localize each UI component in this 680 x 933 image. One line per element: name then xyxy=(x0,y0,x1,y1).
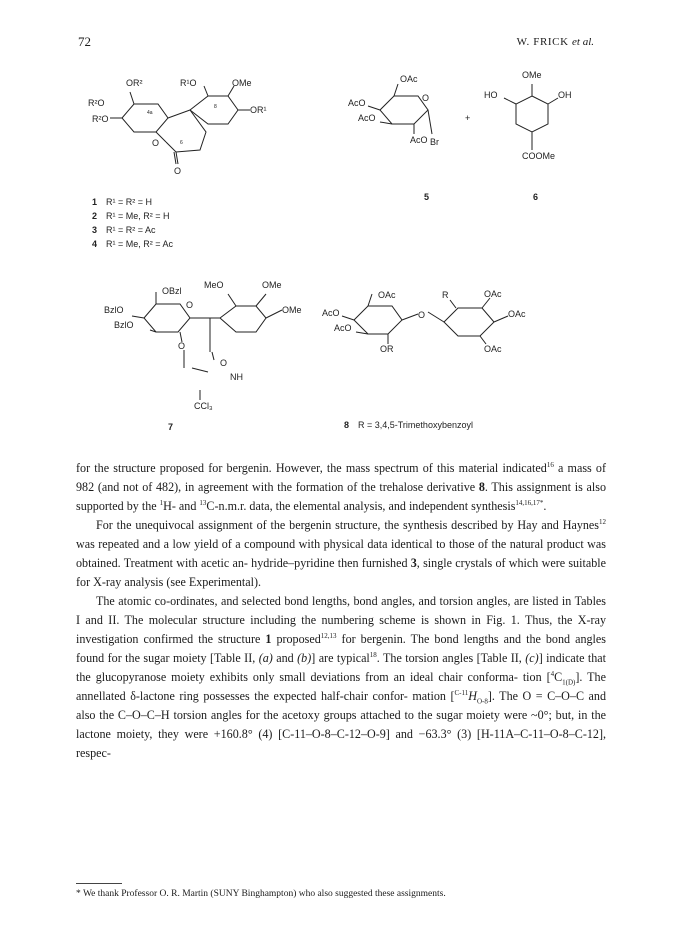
c1-carbonyl-o: O xyxy=(174,166,182,176)
c5-aco2: AcO xyxy=(358,113,376,123)
p1-ref: 14,16,17* xyxy=(515,498,544,507)
p3-text: moiety [Table II, xyxy=(173,651,259,665)
p3-text: proposed xyxy=(276,632,321,646)
c1-ome: OMe xyxy=(232,78,252,88)
p3-text: ] indicate that xyxy=(538,651,607,665)
p3-sub: (D) xyxy=(565,678,576,687)
running-head-etal: et al. xyxy=(572,36,594,48)
p3-text: ]. The annellated δ-lactone ring possesses the expected half-chair confor- xyxy=(76,670,606,703)
p1-text: H- and xyxy=(163,499,200,513)
p3-italic: (c) xyxy=(525,651,539,665)
c7-o2: O xyxy=(178,341,186,351)
c5-br: Br xyxy=(430,137,439,147)
p1-sup: 13 xyxy=(199,498,207,507)
c6-ome: OMe xyxy=(522,70,542,80)
p3-sub: 1 xyxy=(562,678,566,687)
c8-o: O xyxy=(418,310,426,320)
p3-text: for bergenin. The bond lengths and the bond angles found for the sugar xyxy=(76,632,606,665)
running-head-authors: W. FRICK xyxy=(516,36,569,48)
c1-num-6: 6 xyxy=(180,140,183,146)
c7-o1: O xyxy=(186,300,194,310)
c5-ring-o: O xyxy=(422,93,430,103)
p3-text: tion [ xyxy=(522,670,551,684)
p2-text: For the unequivocal assignment of the bergenin structure, the synthesis described xyxy=(96,518,498,532)
p3-italic: (b) xyxy=(297,651,312,665)
c6-label-num: 6 xyxy=(533,192,539,202)
c5-aco1: AcO xyxy=(348,98,366,108)
p1-text: indicated xyxy=(502,461,547,475)
c1-num-4a: 4a xyxy=(147,110,153,116)
p3-text: C xyxy=(554,670,563,684)
body-text xyxy=(76,459,606,763)
p3-sup: C-11 xyxy=(454,688,469,697)
c5-aco3: AcO xyxy=(410,135,428,145)
c4-label-num: 4 xyxy=(92,239,98,249)
c7-ome1: OMe xyxy=(262,280,282,290)
p2-text: analysis (see Experimental). xyxy=(124,575,262,589)
c1-label-num: 1 xyxy=(92,197,98,207)
c7-nh: NH xyxy=(230,372,243,382)
p3-text: +160.8° (4) [C-11–O-8–C-12–O-9] and −63.3° (3) [H-11A–C-11–O-8–C-12], respec- xyxy=(76,727,607,760)
c7-ome2: OMe xyxy=(282,305,302,315)
c6-coome: COOMe xyxy=(522,151,556,161)
structure-8 xyxy=(322,289,526,430)
c7-ccl3: CCl₃ xyxy=(194,401,213,411)
p3-text: angles, are listed in Tables I and II. The molecular structure including the numbering xyxy=(76,594,607,627)
c1-r1o: R¹O xyxy=(180,78,197,88)
p3-text: ]. The O = C–O–C and also the C–O–C–H torsion angles for the acetoxy xyxy=(76,689,606,722)
p3-text: and xyxy=(272,651,298,665)
p1-ref: 16 xyxy=(546,460,554,469)
c7-label-num: 7 xyxy=(168,422,174,432)
c8-oac1: OAc xyxy=(378,290,396,300)
structure-1-4 xyxy=(88,78,267,249)
c7-obzl: OBzl xyxy=(162,286,182,296)
c7-o3: O xyxy=(220,358,228,368)
c3-label-text: R¹ = R² = Ac xyxy=(106,225,156,235)
c8-r: R xyxy=(442,290,449,300)
p3-text: scheme is shown in Fig. 1. Thus, the X-ray investigation confirmed the structure xyxy=(76,613,606,646)
p1-text: C-n.m.r. data, xyxy=(206,499,273,513)
c1-or1: OR¹ xyxy=(250,105,267,115)
structure-5 xyxy=(348,74,470,202)
c7-bzlo1: BzlO xyxy=(104,305,124,315)
p2-text: by Hay and Haynes xyxy=(501,518,599,532)
c1-label-text: R¹ = R² = H xyxy=(106,197,153,207)
paragraph-3 xyxy=(76,592,606,763)
footnote-rule xyxy=(76,883,122,884)
p3-text: . The torsion angles [Table II, xyxy=(376,651,526,665)
c2-label-num: 2 xyxy=(92,211,98,221)
p1-text: the elemental analysis, and independent synthesis xyxy=(275,499,516,513)
p3-text: mation [ xyxy=(412,689,455,703)
p3-italic: (a) xyxy=(258,651,273,665)
p3-text: the glucopyranose moiety exhibits only small deviations from an ideal chair conforma- xyxy=(76,670,518,684)
c3-label-num: 3 xyxy=(92,225,98,235)
c4-label-text: R¹ = Me, R² = Ac xyxy=(106,239,174,249)
p1-text: trehalose derivative xyxy=(379,480,479,494)
structure-7 xyxy=(104,280,302,432)
c1-or2-top: OR² xyxy=(126,78,143,88)
c8-or: OR xyxy=(380,344,394,354)
footnote: * We thank Professor O. R. Martin (SUNY Binghampton) who also suggested these assignments. xyxy=(76,889,446,899)
plus-sign: + xyxy=(465,113,471,123)
c1-r2o-lower: R²O xyxy=(92,114,109,124)
p2-compound-ref: 3 xyxy=(410,556,417,570)
p3-text: groups attached to the sugar moiety were ~0°; but, in the lactone moiety, they were xyxy=(76,708,606,741)
p3-ref: 12,13 xyxy=(320,631,337,640)
paragraph-2 xyxy=(76,516,606,592)
c6-oh: OH xyxy=(558,90,572,100)
structure-6 xyxy=(484,70,572,202)
p3-sup: 4 xyxy=(550,669,555,678)
c5-oac: OAc xyxy=(400,74,418,84)
c6-ho: HO xyxy=(484,90,498,100)
p1-sup: 1 xyxy=(159,498,164,507)
page-number: 72 xyxy=(78,34,91,49)
p3-text: The atomic co-ordinates, and selected bond lengths, bond angles, and torsion xyxy=(96,594,474,608)
c8-oac2: OAc xyxy=(484,289,502,299)
p2-ref: 12 xyxy=(599,517,606,526)
p1-text: . xyxy=(543,499,547,513)
c1-r2o-left: R²O xyxy=(88,98,105,108)
c2-label-text: R¹ = Me, R² = H xyxy=(106,211,170,221)
c8-aco2: AcO xyxy=(334,323,352,333)
c1-num-8: 8 xyxy=(214,104,217,110)
p1-text: a mass of 982 (and not of 482), in agreement with the formation of the xyxy=(76,461,606,494)
c8-oac4: OAc xyxy=(484,344,502,354)
p3-text: ] are typical xyxy=(311,651,370,665)
p2-text: hydride–pyridine then furnished xyxy=(251,556,411,570)
c8-aco1: AcO xyxy=(322,308,340,318)
c8-label-num: 8 xyxy=(344,420,350,430)
p3-compound-ref: 1 xyxy=(265,632,272,646)
p1-text: . This assignment is also supported by the xyxy=(76,480,606,513)
p3-sub: O-8 xyxy=(476,697,488,706)
c5-label-num: 5 xyxy=(424,192,430,202)
p2-text: identical to those of the natural product was obtained. Treatment with acetic an- xyxy=(76,537,606,570)
paragraph-1 xyxy=(76,459,606,516)
chemical-structures-figure xyxy=(0,0,680,460)
c8-caption: R = 3,4,5-Trimethoxybenzoyl xyxy=(358,420,473,430)
p3-italic: H xyxy=(468,689,477,703)
c7-bzlo2: BzlO xyxy=(114,320,134,330)
c1-ring-o: O xyxy=(152,138,160,148)
p2-text: was repeated and a low yield of a compound with physical data xyxy=(76,537,388,551)
c8-oac3: OAc xyxy=(508,309,526,319)
p3-ref: 18 xyxy=(369,650,377,659)
p1-compound-ref: 8 xyxy=(478,480,485,494)
p1-line-1: for the structure proposed for bergenin. However, the mass spectrum of this material xyxy=(76,461,499,475)
p2-text: , single crystals of which were suitable for X-ray xyxy=(76,556,606,589)
c7-meo: MeO xyxy=(204,280,224,290)
